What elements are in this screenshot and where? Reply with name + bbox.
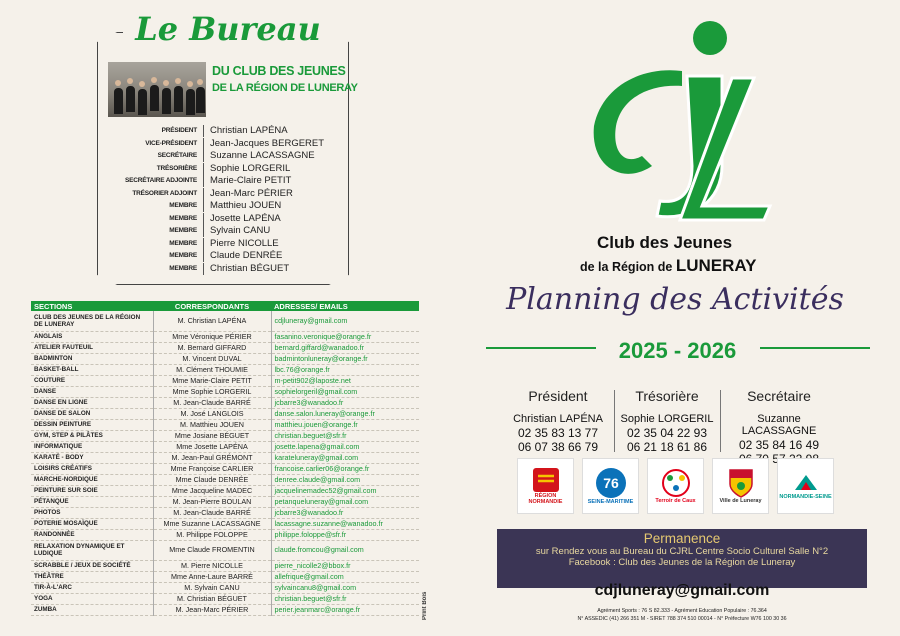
correspondant-cell: M. Jean-Pierre BOULAN (153, 496, 271, 507)
table-row (31, 408, 419, 419)
col-header-correspondants: CORRESPONDANTS (153, 301, 271, 311)
correspondant-cell: Mme Françoise CARLIER (153, 463, 271, 474)
section-cell: SCRABBLE / JEUX DE SOCIÉTÉ (31, 560, 153, 571)
email-cell[interactable]: m-petit902@laposte.net (271, 375, 419, 386)
correspondant-cell: Mme Anne-Laure BARRÉ (153, 571, 271, 582)
correspondant-cell: M. Jean-Paul GRÉMONT (153, 452, 271, 463)
correspondant-cell: M. José LANGLOIS (153, 408, 271, 419)
section-cell: MARCHE-NORDIQUE (31, 474, 153, 485)
section-cell: TIR-À-L'ARC (31, 582, 153, 593)
section-cell: DANSE EN LIGNE (31, 397, 153, 408)
printer-mark: Print Bois (422, 591, 428, 620)
section-cell: ZUMBA (31, 604, 153, 615)
correspondant-cell: Mme Josette LAPÉNA (153, 441, 271, 452)
bureau-title: Le Bureau (123, 10, 333, 48)
section-cell: KARATÉ - BODY (31, 452, 153, 463)
terroir-icon (659, 468, 693, 498)
table-row (31, 430, 419, 441)
email-cell[interactable]: karateluneray@gmail.com (271, 452, 419, 463)
svg-text:76: 76 (602, 475, 619, 491)
luneray-crest-icon (728, 468, 754, 498)
club-region: de la Région de LUNERAY (580, 256, 757, 275)
email-cell[interactable]: lacassagne.suzanne@wanadoo.fr (271, 518, 419, 529)
footer-line-2: N° ASSEDIC (41) 266 351 M - SIRET 788 374 510 00014 - N° Préfecture W76 100 30 36 (577, 616, 787, 622)
bureau-member: MEMBRE Sylvain CANU (169, 225, 271, 236)
correspondant-cell: Mme Sophie LORGERIL (153, 386, 271, 397)
email-cell[interactable]: danse.salon.luneray@orange.fr (271, 408, 419, 419)
partner-normandie: RÉGION NORMANDIE (517, 458, 574, 514)
correspondant-cell: Mme Claude DENRÉE (153, 474, 271, 485)
section-cell: GYM, STEP & PILÂTES (31, 430, 153, 441)
partner-seine-maritime: 76 SEINE-MARITIME (582, 458, 639, 514)
section-cell: POTERIE MOSAÏQUE (31, 518, 153, 529)
table-row (31, 364, 419, 375)
table-row (31, 571, 419, 582)
officer-separator (720, 390, 721, 452)
section-cell: BADMINTON (31, 353, 153, 364)
table-row (31, 386, 419, 397)
correspondant-cell: M. Jean-Claude BARRÉ (153, 507, 271, 518)
logo-dot (693, 21, 727, 55)
section-cell: PEINTURE SUR SOIE (31, 485, 153, 496)
bureau-member: MEMBRE Claude DENRÉE (169, 250, 283, 261)
email-cell[interactable]: sylvaincanu8@gmail.com (271, 582, 419, 593)
section-cell: BASKET-BALL (31, 364, 153, 375)
section-cell: ATELIER FAUTEUIL (31, 342, 153, 353)
section-cell: PHOTOS (31, 507, 153, 518)
section-cell: RANDONNÉE (31, 529, 153, 540)
partner-terroir-de-caux: Terroir de Caux (647, 458, 704, 514)
email-cell[interactable]: matthieu.jouen@orange.fr (271, 419, 419, 430)
normandie-icon (532, 467, 560, 493)
club-name: Club des Jeunes (597, 233, 733, 252)
table-row (31, 485, 419, 496)
correspondant-cell: Mme Josiane BÉGUET (153, 430, 271, 441)
officer-president: Président Christian LAPÉNA 02 35 83 13 77 06 07 38 66 79 (513, 388, 603, 454)
team-photo (108, 62, 206, 117)
email-cell[interactable]: sophielorgeril@gmail.com (271, 386, 419, 397)
email-cell[interactable]: fasanino.veronique@orange.fr (271, 331, 419, 342)
col-header-sections: SECTIONS (31, 301, 153, 311)
table-row (31, 419, 419, 430)
table-row (31, 331, 419, 342)
bureau-member: SECRÉTAIRE ADJOINTE Marie-Claire PETIT (124, 175, 292, 186)
sections-table (31, 301, 419, 616)
email-cell[interactable]: denree.claude@gmail.com (271, 474, 419, 485)
section-cell: DANSE DE SALON (31, 408, 153, 419)
correspondant-cell: M. Bernard GIFFARD (153, 342, 271, 353)
email-cell[interactable]: bernard.giffard@wanadoo.fr (271, 342, 419, 353)
correspondant-cell: M. Vincent DUVAL (153, 353, 271, 364)
table-row (31, 397, 419, 408)
email-cell[interactable]: francoise.carlier06@orange.fr (271, 463, 419, 474)
partner-credit-agricole: NORMANDIE-SEINE (777, 458, 834, 514)
contact-email[interactable]: cdjluneray@gmail.com (594, 582, 770, 599)
section-cell: YOGA (31, 593, 153, 604)
correspondant-cell: M. Sylvain CANU (153, 582, 271, 593)
permanence-line-1: sur Rendez vous au Bureau du CJRL Centre Socio Culturel Salle N°2 (535, 546, 829, 557)
correspondant-cell: M. Pierre NICOLLE (153, 560, 271, 571)
partner-ville-de-luneray: Ville de Luneray (712, 458, 769, 514)
officer-separator (614, 390, 615, 452)
section-cell: RELAXATION DYNAMIQUE ET LUDIQUE (31, 540, 153, 560)
bureau-member: PRÉSIDENT Christian LAPÉNA (161, 125, 288, 136)
section-cell: INFORMATIQUE (31, 441, 153, 452)
officer-secretary: Secrétaire Suzanne LACASSAGNE 02 35 84 16 49 (738, 388, 820, 452)
table-row (31, 582, 419, 593)
section-cell: DANSE (31, 386, 153, 397)
table-row (31, 518, 419, 529)
table-row (31, 604, 419, 615)
table-body (31, 311, 419, 615)
bureau-member: MEMBRE Pierre NICOLLE (169, 237, 279, 249)
email-cell[interactable]: philippe.foloppe@sfr.fr (271, 529, 419, 540)
table-row (31, 375, 419, 386)
col-header-emails: ADRESSES/ EMAILS (271, 301, 419, 311)
correspondant-cell: Mme Jacqueline MADEC (153, 485, 271, 496)
cjl-logo-icon (582, 16, 777, 226)
correspondant-cell: M. Matthieu JOUEN (153, 419, 271, 430)
table-row (31, 560, 419, 571)
table-row (31, 474, 419, 485)
table-row (31, 496, 419, 507)
bureau-member: VICE-PRÉSIDENT Jean-Jacques BERGERET (145, 137, 325, 149)
correspondant-cell: M. Clément THOUMIE (153, 364, 271, 375)
correspondant-cell: M. Christian BÉGUET (153, 593, 271, 604)
section-cell: CLUB DES JEUNES DE LA RÉGION DE LUNERAY (31, 311, 153, 331)
email-cell[interactable]: jacquelinemadec52@gmail.com (271, 485, 419, 496)
correspondant-cell: Mme Claude FROMENTIN (153, 540, 271, 560)
bureau-member: SECRÉTAIRE Suzanne LACASSAGNE (157, 150, 315, 161)
email-cell[interactable]: jcbarre3@wanadoo.fr (271, 507, 419, 518)
credit-agricole-icon (791, 472, 821, 494)
seine-maritime-icon (595, 467, 627, 499)
section-cell: COUTURE (31, 375, 153, 386)
email-cell[interactable]: christian.beguet@sfr.fr (271, 593, 419, 604)
table-row (31, 353, 419, 364)
bureau-subtitle-1: DU CLUB DES JEUNES (212, 64, 346, 78)
email-cell[interactable]: josette.lapena@gmail.com (271, 441, 419, 452)
correspondant-cell: M. Jean-Marc PÉRIER (153, 604, 271, 615)
correspondant-cell: M. Christian LAPÉNA (153, 311, 271, 331)
bureau-member: MEMBRE Josette LAPÉNA (169, 212, 281, 224)
logo-c-shape (594, 70, 682, 174)
correspondant-cell: Mme Marie-Claire PETIT (153, 375, 271, 386)
officer-treasurer: Trésorière Sophie LORGERIL 02 35 04 22 93 06 21 18 61 86 (620, 388, 714, 454)
table-row (31, 441, 419, 452)
table-row (31, 452, 419, 463)
email-cell[interactable]: lbc.76@orange.fr (271, 364, 419, 375)
bureau-member: TRÉSORIER ADJOINT Jean-Marc PÉRIER (132, 187, 293, 199)
section-cell: PÉTANQUE (31, 496, 153, 507)
email-cell[interactable]: claude.fromcou@gmail.com (271, 540, 419, 560)
planning-title: Planning des Activités (506, 282, 844, 317)
table-row (31, 342, 419, 353)
table-row (31, 311, 419, 331)
section-cell: THÉÂTRE (31, 571, 153, 582)
email-cell[interactable]: pierre_nicolle2@bbox.fr (271, 560, 419, 571)
bureau-subtitle-2: DE LA RÉGION DE LUNERAY (212, 82, 358, 94)
footer-line-1: Agrément Sports : 76 S 82.333 - Agrément Education Populaire : 76.364 (597, 608, 767, 614)
correspondant-cell: Mme Suzanne LACASSAGNE (153, 518, 271, 529)
table-row (31, 529, 419, 540)
email-cell[interactable]: allefrique@gmail.com (271, 571, 419, 582)
bureau-member: MEMBRE Matthieu JOUEN (169, 200, 282, 211)
permanence-line-2: Facebook : Club des Jeunes de la Région de Luneray (568, 557, 796, 568)
correspondant-cell: Mme Véronique PÉRIER (153, 331, 271, 342)
table-row (31, 463, 419, 474)
correspondant-cell: M. Philippe FOLOPPE (153, 529, 271, 540)
table-row (31, 593, 419, 604)
bureau-member: TRÉSORIÈRE Sophie LORGERIL (156, 162, 291, 174)
section-cell: ANGLAIS (31, 331, 153, 342)
email-cell[interactable]: perier.jeanmarc@orange.fr (271, 604, 419, 615)
email-cell[interactable]: jcbarre3@wanadoo.fr (271, 397, 419, 408)
correspondant-cell: M. Jean-Claude BARRÉ (153, 397, 271, 408)
bureau-member: MEMBRE Christian BÉGUET (169, 262, 290, 274)
email-cell[interactable]: cdjluneray@gmail.com (271, 311, 419, 331)
email-cell[interactable]: badmintonluneray@orange.fr (271, 353, 419, 364)
section-cell: DESSIN PEINTURE (31, 419, 153, 430)
section-cell: LOISIRS CRÉATIFS (31, 463, 153, 474)
table-row (31, 507, 419, 518)
table-header-row (31, 301, 419, 311)
email-cell[interactable]: christian.beguet@sfr.fr (271, 430, 419, 441)
table-row (31, 540, 419, 560)
permanence-box (497, 529, 867, 588)
permanence-title: Permanence (643, 531, 721, 546)
email-cell[interactable]: petanqueluneray@gmail.com (271, 496, 419, 507)
season-label: 2025 - 2026 (605, 338, 750, 364)
